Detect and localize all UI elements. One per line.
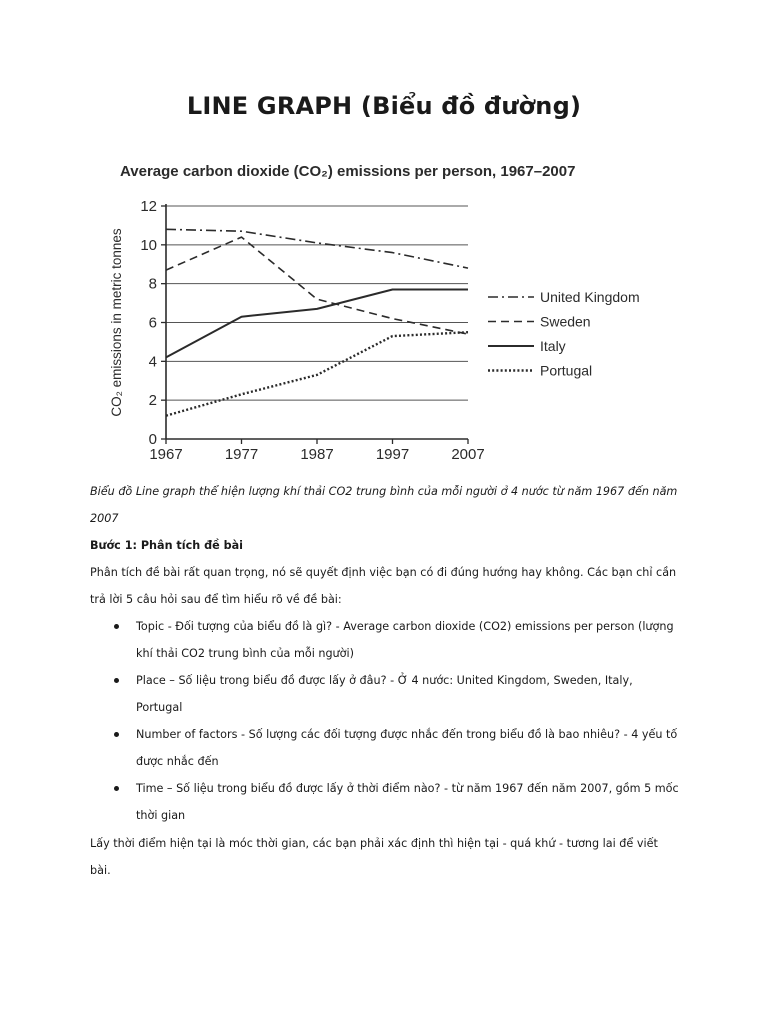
chart-caption: Biểu đồ Line graph thể hiện lượng khí thải CO2 trung bình của mỗi người ở 4 nước từ năm 1967 đến năm 2007: [90, 485, 678, 525]
bullet-icon: [114, 678, 119, 683]
list-item-text: Place – Số liệu trong biểu đồ được lấy ở đâu? - Ở 4 nước: United Kingdom, Sweden, Italy, Portugal: [136, 674, 633, 714]
series-line-united-kingdom: [166, 229, 468, 268]
list-item: [90, 721, 680, 775]
list-item-text: Time – Số liệu trong biểu đồ được lấy ở thời điểm nào? - từ năm 1967 đến năm 2007, gồm 5 mốc thời gian: [136, 782, 679, 822]
chart-ticks: [140, 198, 484, 463]
intro-paragraph: Phân tích đề bài rất quan trọng, nó sẽ quyết định việc bạn có đi đúng hướng hay không. Các bạn chỉ cần trả lời 5 câu hỏi sau để tìm hiểu rõ về đề bài:: [90, 566, 677, 606]
y-tick-label: 10: [140, 236, 157, 254]
y-tick-label: 12: [140, 198, 157, 215]
x-tick-label: 2007: [451, 446, 485, 463]
series-line-sweden: [166, 237, 468, 334]
legend-label: Sweden: [540, 313, 591, 330]
co2-line-chart: [96, 150, 676, 470]
list-item: [90, 613, 680, 667]
bullet-icon: [114, 624, 119, 629]
y-tick-label: 0: [148, 431, 157, 448]
chart-title: Average carbon dioxide (CO₂) emissions per person, 1967–2007: [120, 163, 576, 180]
list-item: [90, 775, 680, 829]
list-item-text: Number of factors - Số lượng các đối tượng được nhắc đến trong biểu đồ là bao nhiêu? - 4 yếu tố được nhắc đến: [136, 728, 678, 768]
x-tick-label: 1977: [224, 446, 259, 463]
chart-grid: [166, 206, 468, 400]
chart-svg: [96, 150, 676, 470]
y-tick-label: 8: [148, 275, 157, 293]
list-item: [90, 667, 680, 721]
x-tick-label: 1967: [149, 446, 183, 463]
question-list: [90, 613, 680, 829]
list-item-text: Topic - Đối tượng của biểu đồ là gì? - Average carbon dioxide (CO2) emissions per person (lượng khí thải CO2 trung bình của mỗi người): [136, 620, 674, 660]
bullet-icon: [114, 786, 119, 791]
series-line-portugal: [166, 332, 468, 416]
y-axis-label: CO₂ emissions in metric tonnes: [109, 228, 124, 417]
legend-label: United Kingdom: [540, 289, 640, 305]
x-tick-label: 1987: [300, 446, 334, 463]
series-line-italy: [166, 290, 468, 358]
y-tick-label: 4: [148, 353, 157, 371]
page-title: LINE GRAPH (Biểu đồ đường): [186, 92, 582, 120]
legend-label: Italy: [540, 338, 566, 354]
bullet-icon: [114, 732, 119, 737]
x-tick-label: 1997: [375, 446, 410, 463]
closing-paragraph: Lấy thời điểm hiện tại là móc thời gian, các bạn phải xác định thì hiện tại - quá khứ - tương lai để viết bài.: [90, 837, 658, 877]
y-tick-label: 6: [148, 314, 157, 332]
step-heading: Bước 1: Phân tích đề bài: [90, 539, 243, 552]
chart-legend: [488, 289, 640, 379]
y-tick-label: 2: [148, 392, 157, 410]
legend-label: Portugal: [540, 362, 593, 379]
